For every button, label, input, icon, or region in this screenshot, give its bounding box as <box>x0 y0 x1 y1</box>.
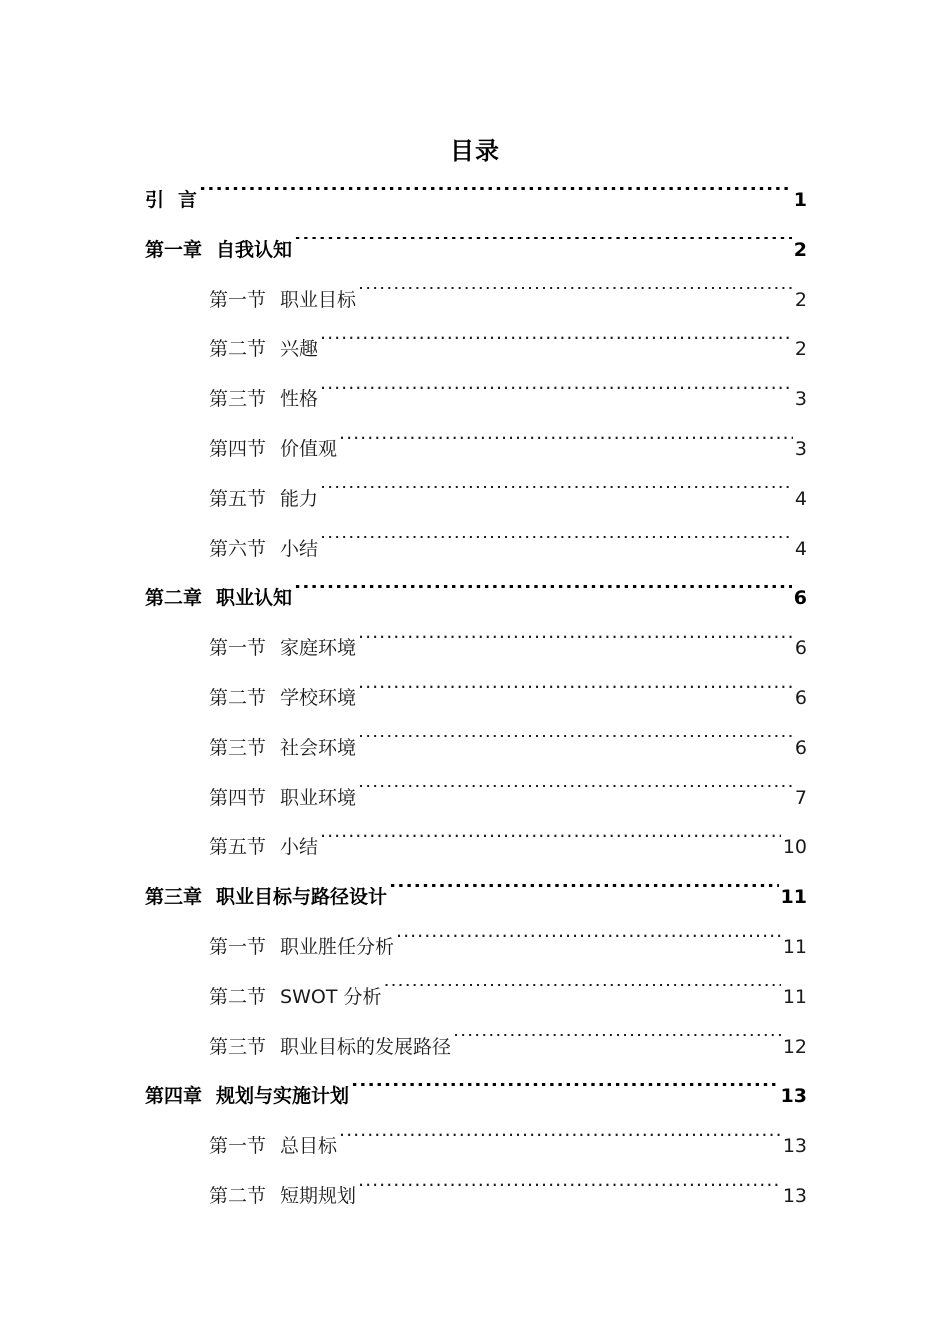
toc-entry-number: 第一节 <box>209 637 267 660</box>
toc-entry-name: 职业认知 <box>216 587 293 610</box>
toc-entry-name: 规划与实施计划 <box>216 1085 350 1108</box>
dot-leader <box>396 934 781 953</box>
toc-entry-page: 7 <box>794 786 807 809</box>
toc-entry-page: 11 <box>782 935 807 958</box>
toc-entry-name: 社会环境 <box>280 736 357 759</box>
toc-entry-name: SWOT 分析 <box>280 985 382 1008</box>
toc-entry-number: 第六节 <box>209 537 267 560</box>
toc-entry[interactable] <box>145 1122 807 1172</box>
toc-entry-label <box>209 1023 451 1073</box>
toc-entry-name: 职业环境 <box>280 786 357 809</box>
dot-leader <box>294 237 792 256</box>
dot-leader <box>320 536 793 555</box>
toc-entry-label <box>209 823 318 873</box>
dot-leader <box>339 436 793 455</box>
toc-entry-number: 第一节 <box>209 1135 267 1158</box>
dot-leader <box>320 834 781 853</box>
toc-entry-number: 第四章 <box>145 1085 203 1108</box>
toc-entry-label <box>209 276 356 326</box>
dot-leader <box>358 635 793 654</box>
dot-leader <box>358 785 793 804</box>
toc-entry-page: 4 <box>794 487 807 510</box>
toc-entry-label <box>209 724 356 774</box>
dot-leader <box>358 287 793 306</box>
toc-entry-number: 引 <box>145 189 165 211</box>
toc-entry-number: 第三节 <box>209 736 267 759</box>
toc-entry[interactable] <box>145 176 807 226</box>
toc-entry-page: 11 <box>782 985 807 1008</box>
toc-entry-number: 第五节 <box>209 836 267 859</box>
toc-entry-name: 价值观 <box>280 437 338 460</box>
toc-entry-page: 2 <box>794 338 807 361</box>
toc-entry-number: 第五节 <box>209 487 267 510</box>
toc-entry-label <box>209 1172 356 1222</box>
toc-entry-name: 性格 <box>280 388 319 411</box>
toc-entry[interactable] <box>145 1172 807 1222</box>
toc-entry-name: 小结 <box>280 537 319 560</box>
toc-title: 目录 <box>450 137 500 165</box>
toc-entry-number: 第四节 <box>209 437 267 460</box>
toc-entry-label <box>145 1072 349 1122</box>
toc-entry-label <box>209 525 318 575</box>
toc-entry-page: 10 <box>782 836 807 859</box>
dot-leader <box>320 486 793 505</box>
toc-entry-label <box>209 375 318 425</box>
toc-entry[interactable] <box>145 823 807 873</box>
toc-entry-name: 家庭环境 <box>280 637 357 660</box>
toc-entry[interactable] <box>145 425 807 475</box>
toc-entry[interactable] <box>145 724 807 774</box>
toc-entry-label <box>145 873 387 923</box>
toc-entry[interactable] <box>145 1072 807 1122</box>
toc-entry-number: 第二节 <box>209 338 267 361</box>
toc-entry-number: 第二章 <box>145 587 203 610</box>
toc-entry[interactable] <box>145 525 807 575</box>
toc-entry-page: 6 <box>794 686 807 709</box>
toc-entry-label <box>209 774 356 824</box>
toc-entry-page: 2 <box>794 288 807 311</box>
toc-entry[interactable] <box>145 1023 807 1073</box>
toc-entry-name: 职业目标与路径设计 <box>216 886 388 909</box>
toc-entry-label <box>209 425 337 475</box>
toc-entry-name: 言 <box>178 189 198 211</box>
toc-entry[interactable] <box>145 325 807 375</box>
toc-entry-label <box>209 923 394 973</box>
toc-entry-number: 第四节 <box>209 786 267 809</box>
toc-entry-number: 第二节 <box>209 686 267 709</box>
toc-entry-label <box>209 475 318 525</box>
toc-entry[interactable] <box>145 674 807 724</box>
dot-leader <box>358 735 793 754</box>
dot-leader <box>389 884 779 903</box>
toc-entry-number: 第二节 <box>209 1184 267 1207</box>
toc-entry[interactable] <box>145 276 807 326</box>
toc-entry[interactable] <box>145 475 807 525</box>
toc-entry-page: 6 <box>793 587 807 610</box>
toc-entry[interactable] <box>145 973 807 1023</box>
toc-entry-number: 第三节 <box>209 1035 267 1058</box>
toc-entry-page: 6 <box>794 637 807 660</box>
toc-list <box>145 176 807 1222</box>
toc-entry-page: 11 <box>780 886 807 909</box>
toc-entry-label <box>145 574 292 624</box>
dot-leader <box>199 187 792 206</box>
toc-entry[interactable] <box>145 375 807 425</box>
toc-entry-name: 学校环境 <box>280 686 357 709</box>
dot-leader <box>351 1083 779 1102</box>
toc-entry-name: 短期规划 <box>280 1184 357 1207</box>
toc-entry-name: 总目标 <box>280 1135 338 1158</box>
toc-entry-name: 职业目标 <box>280 288 357 311</box>
toc-entry-label <box>209 325 318 375</box>
toc-entry-page: 3 <box>794 437 807 460</box>
toc-entry-name: 能力 <box>280 487 319 510</box>
dot-leader <box>320 336 793 355</box>
toc-entry-page: 4 <box>794 537 807 560</box>
toc-entry-page: 1 <box>793 189 807 211</box>
dot-leader <box>320 386 793 405</box>
dot-leader <box>383 984 780 1003</box>
dot-leader <box>453 1034 781 1053</box>
toc-entry[interactable] <box>145 624 807 674</box>
toc-entry-number: 第三节 <box>209 388 267 411</box>
toc-entry[interactable] <box>145 226 807 276</box>
toc-entry-name: 小结 <box>280 836 319 859</box>
toc-entry-number: 第一节 <box>209 935 267 958</box>
toc-entry-number: 第三章 <box>145 886 203 909</box>
toc-entry-label <box>145 176 197 226</box>
toc-entry-name: 兴趣 <box>280 338 319 361</box>
dot-leader <box>358 685 793 704</box>
toc-entry-page: 13 <box>782 1135 807 1158</box>
toc-entry-name: 自我认知 <box>216 238 293 261</box>
toc-entry-page: 12 <box>782 1035 807 1058</box>
toc-entry-label <box>209 973 381 1023</box>
toc-entry-number: 第一章 <box>145 238 203 261</box>
dot-leader <box>294 585 792 604</box>
toc-entry[interactable] <box>145 873 807 923</box>
dot-leader <box>358 1183 781 1202</box>
toc-entry[interactable] <box>145 574 807 624</box>
toc-entry-page: 13 <box>782 1184 807 1207</box>
toc-entry-name: 职业胜任分析 <box>280 935 395 958</box>
toc-entry-label <box>209 674 356 724</box>
toc-entry-page: 13 <box>780 1085 807 1108</box>
toc-entry-name: 职业目标的发展路径 <box>280 1035 452 1058</box>
dot-leader <box>339 1133 781 1152</box>
toc-entry-label <box>145 226 292 276</box>
toc-entry-number: 第二节 <box>209 985 267 1008</box>
toc-entry-page: 6 <box>794 736 807 759</box>
toc-entry[interactable] <box>145 923 807 973</box>
toc-entry-page: 3 <box>794 388 807 411</box>
toc-entry-page: 2 <box>793 238 807 261</box>
toc-entry-label <box>209 624 356 674</box>
toc-entry-number: 第一节 <box>209 288 267 311</box>
toc-entry[interactable] <box>145 774 807 824</box>
toc-entry-label <box>209 1122 337 1172</box>
